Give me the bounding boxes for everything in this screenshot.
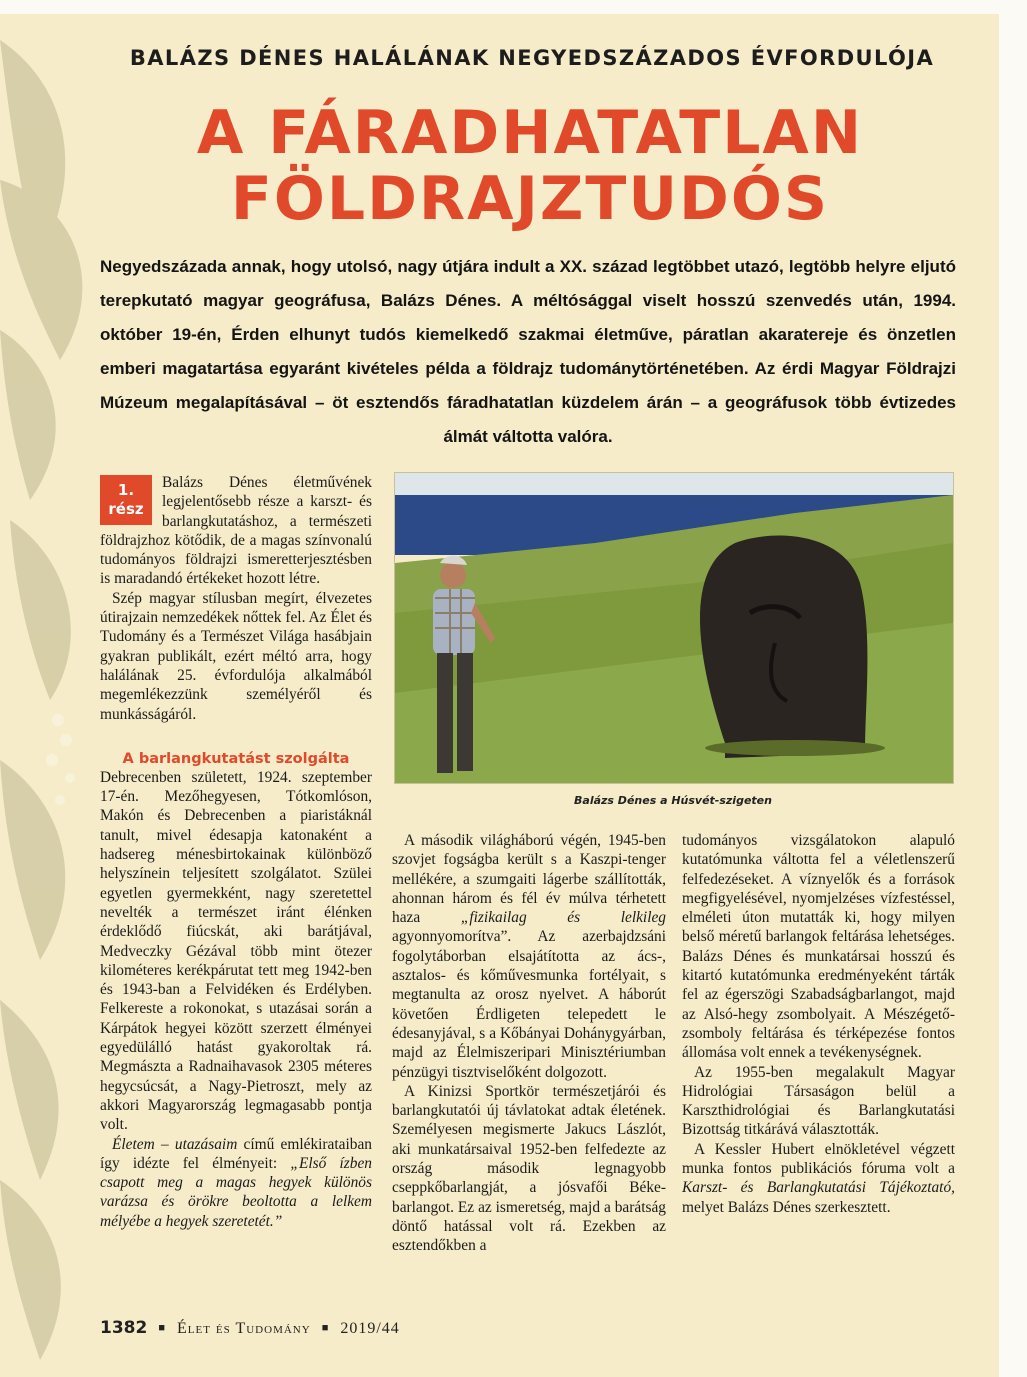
column-2 [392,831,666,1256]
article-lead: Negyedszázada annak, hogy utolsó, nagy útjára indult a XX. század legtöbbet utazó, legtöbb helyre eljutó terepkutató magyar geográfusa, Balázs Dénes. A méltósággal viselt hosszú szenvedés után, 1994. október 19-én, Érden elhunyt tudós kiemelkedő szakmai életműve, páratlan akaratereje és önzetlen emberi magatartása egyaránt kivételes példa a földrajz tudománytörténetében. Az érdi Magyar Földrajzi Múzeum megalapításával – öt esztendős fáradhatatlan küzdelem árán – a geográfusok több évtizedes álmát váltotta valóra. [100,257,956,446]
paragraph: A Kinizsi Sportkör természetjárói és barlangkutatói új távlatokat adtak életének. Személyesen megismerte Jakucs Lászlót, aki munkatársaival 1952-ben felfedezte az ország második legnagyobb cseppkőbarlangját, a jósvafői Béke-barlangot. Ez az ismeretség, majd a barátság döntő hatással volt rá. Ezekben az esztendőkben a [392,1082,666,1255]
separator-icon: ■ [158,1322,166,1334]
magazine-name: Élet és Tudomány [176,1320,311,1337]
article-kicker: BALÁZS DÉNES HALÁLÁNAK NEGYEDSZÁZADOS ÉVFORDULÓJA [129,46,935,70]
paragraph: Szép magyar stílusban megírt, élvezetes útirajzain nemzedékek nőttek fel. Az Élet és Tudomány és a Természet Világa hasábjain gyakran publikált, ezért méltó arra, hogy halálának 25. évfordulója alkalmából megemlékezzünk személyéről és munkásságáról. [100,589,372,723]
photo-easter-island [395,473,953,783]
section-heading: A barlangkutatást szolgálta [122,750,350,767]
paragraph [392,831,666,1082]
paragraph [682,1140,955,1217]
paragraph-text: agyonnyomorítva”. Az azerbajdzsáni fogolytáborban elsajátította az ács-, asztalos- és kőművesmunka fortélyait, s megtanulta az orosz nyelvet. A háborút követően Érdligeten telepedett le édesanyjával, s a Kőbányai Dohánygyárban, majd az Élelmiszeripari Minisztériumban pénzügyi tisztviselőként dolgozott. [392,928,666,1081]
page-footer [100,1318,400,1338]
publication-title: Karszt- és Barlangkutatási Tájékoztató, [682,1179,955,1197]
paragraph: Az 1955-ben megalakult Magyar Hidrológiai Társaságon belül a Karszthidrológiai és Barlangkutatási Bizottság titkárává választották. [682,1063,955,1139]
paragraph: Balázs Dénes életművének legjelentősebb része a karszt- és barlangkutatáshoz, a természeti földrajzhoz kötődik, de a magas színvonalú tudományos földrajzi ismeretterjesztésben is maradandó értékeket hozott létre. [100,474,372,588]
paragraph [100,1135,372,1231]
part-badge [100,475,152,525]
column-1 [100,473,372,1231]
quote: „fizikailag és lelkileg [460,909,666,927]
title-line-1: A FÁRADHATATLAN [196,98,864,168]
paragraph: tudományos vizsgálatokon alapuló kutatómunka váltotta fel a véletlenszerű felfedezéseket. A víznyelők és a források megfigyelésével, nyomjelzéses vízfestéssel, elméleti úton mutatták ki, hogy milyen belső méretű barlangok feltárása lehetséges. Balázs Dénes és munkatársai hosszú és kitartó kutatómunka eredményeként tárták fel az égerszögi Szabadságbarlangot, majd az Alsó-hegy zsombolyait. A Mészégető-zsomboly feltárása és térképezése fontos állomása volt ennek a tevékenységnek. [682,832,955,1062]
part-number: 1. [117,481,135,499]
part-word: rész [108,500,144,518]
paragraph-text: című emlékirataiban így idézte fel élményeit: [100,1135,372,1172]
title-line-2: FÖLDRAJZTUDÓS [230,164,830,234]
quote: „Első ízben csapott meg a magas hegyek különös varázsa és örökre beoltotta a lelkem mélyébe a hegyek szeretetét.” [100,1154,372,1230]
column-3 [682,831,955,1217]
article-photo [394,472,954,784]
photo-caption: Balázs Dénes a Húsvét-szigeten [574,794,772,807]
book-title: Életem – utazásaim [112,1135,238,1153]
torn-edge-right [999,0,1027,1377]
separator-icon: ■ [321,1322,330,1334]
paragraph-text: A Kessler Hubert elnökletével végzett munka fontos publikációs fóruma volt a [682,1140,955,1178]
paragraph: Debrecenben született, 1924. szeptember 17-én. Mezőhegyesen, Tótkomlóson, Makón és Debrecenben a piaristáknál tanult, mivel édesapja katonaként a hadsereg ménesbirtokainak különböző helyszínein teljesített szolgálatot. Szülei egyetlen gyermekként, nagy szeretettel nevelték a természet iránt élénken érdeklődő fiúcskát, aki barátjával, Medveczky Gézával több mint ötezer kilométeres kerékpárutat tett meg 1942-ben és 1943-ban a Felvidéken és Erdélyben. Felkereste a rokonokat, s utazásai során a Kárpátok hegyei között szerzett élményei egyedülálló hatást gyakoroltak rá. Megmászta a Radnaihavasok 2305 méteres hegycsúcsát, a Nagy-Pietroszt, mely az akkori Magyarország legmagasabb pontja volt. [100,768,372,1134]
issue-number: 2019/44 [340,1320,400,1337]
paragraph-text: A második világháború végén, 1945-ben szovjet fogságba került s a Kaszpi-tenger mellékére, a szumgaiti lágerbe szállították, ahonnan három és fél év múlva térhetett haza [392,832,666,927]
article-title [100,100,960,232]
torn-edge-top [0,0,1027,14]
page-number: 1382 [100,1318,148,1338]
paragraph-text: melyet Balázs Dénes szerkesztett. [682,1198,891,1216]
